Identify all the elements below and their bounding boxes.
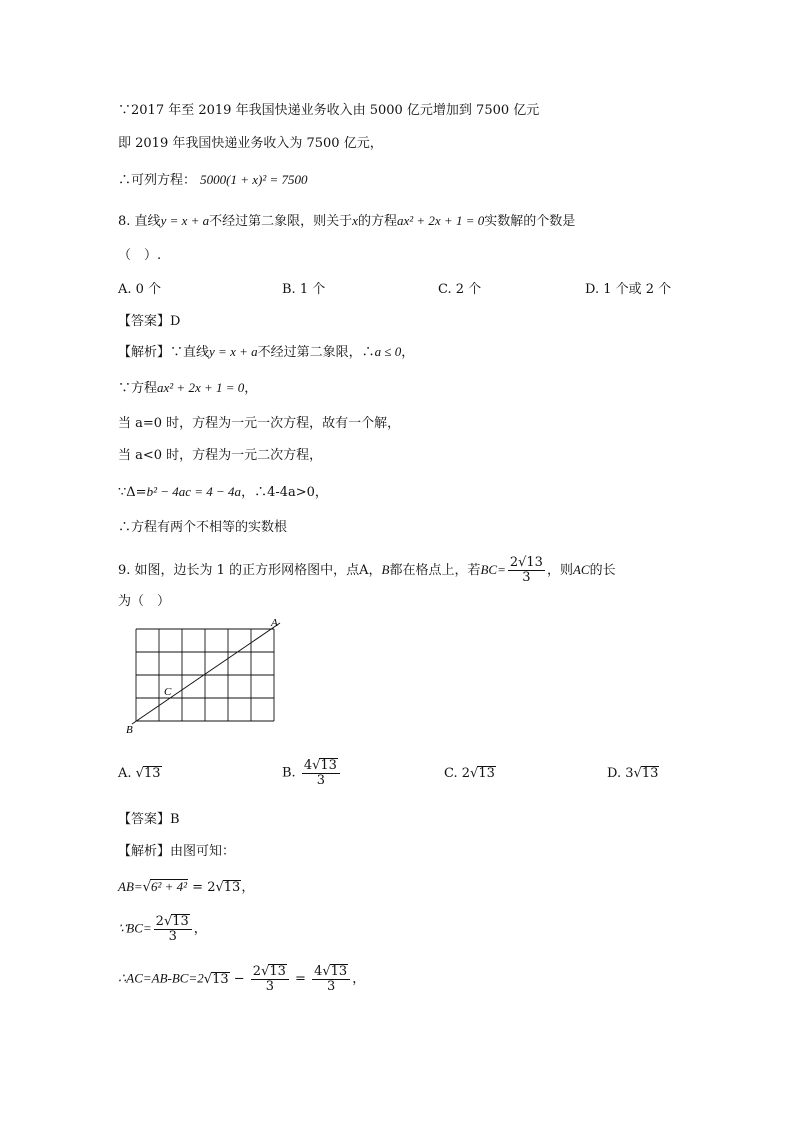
q9-s2-lhs: ∵BC=: [118, 920, 152, 936]
label-b: B: [126, 724, 133, 736]
q9-option-d: [607, 764, 659, 784]
q8-a1-equation: y = x + a: [209, 344, 258, 359]
q8-a1-text: ∵直线: [170, 345, 210, 360]
q9-s3-f2-coef: 4: [314, 964, 323, 979]
q9-s3-minus: −: [229, 971, 249, 987]
q9-s1-end: ，: [241, 880, 255, 895]
sqrt-sign: √: [203, 971, 213, 987]
q9-number: 9.: [118, 563, 131, 578]
q9-s1-radicand: 6² + 4²: [150, 879, 188, 894]
q9-opt-c-tag: C.: [444, 766, 458, 781]
q9-option-a: [118, 764, 162, 784]
q8-option-c: C. 2 个: [438, 282, 482, 297]
q9-opt-b-tag: B.: [282, 765, 296, 781]
sqrt-sign: √: [215, 880, 224, 895]
q9-s3-f1-radicand: 13: [269, 964, 286, 979]
q8-analysis-tag: 【解析】: [118, 345, 171, 360]
q8-number: 8.: [118, 214, 131, 229]
q9-ac: AC: [572, 562, 590, 577]
q9-opt-b-coef: 4: [303, 758, 313, 773]
q8-a2-end: ，: [244, 381, 258, 396]
q8-stem-b: 不经过第二象限，则关于: [209, 214, 353, 229]
q9-bc-frac-num: 2√13: [509, 555, 543, 570]
q9-opt-d-radicand: 13: [641, 766, 659, 781]
q9-step-2: [118, 914, 207, 944]
q9-stem: [118, 556, 616, 585]
q9-opt-b-radicand: 13: [320, 758, 337, 773]
q8-analysis-2: [118, 378, 257, 399]
q9-bc: BC=: [480, 562, 506, 577]
q9-opt-c-coef: 2: [461, 766, 471, 781]
sqrt-sign: √: [163, 914, 173, 929]
q8-a1-text-b: 不经过第二象限，∴: [257, 345, 375, 360]
q9-s2-radicand: 13: [172, 914, 189, 929]
q8-a2-text: ∵方程: [118, 381, 158, 396]
q8-analysis-5: [118, 482, 328, 503]
q9-s2-end: ，: [193, 921, 207, 937]
q9-opt-d-coef: 3: [625, 766, 634, 781]
q8-discriminant: b² − 4ac = 4 − 4a: [146, 484, 242, 499]
q9-step-3: [118, 964, 365, 994]
q9-option-b: [282, 758, 342, 788]
q8-option-a: A. 0 个: [118, 282, 162, 297]
q8-quadratic-equation: ax² + 2x + 1 = 0: [396, 213, 485, 228]
q9-point-b: B: [381, 562, 390, 577]
intro-line-3-prefix: ∴可列方程：: [118, 173, 197, 188]
q9-s2-fraction: [154, 914, 192, 944]
q9-bc-frac-den: 3: [522, 570, 531, 585]
sqrt-sign: √: [470, 766, 479, 781]
q9-s3-lhs: ∴AC=AB-BC=2: [118, 970, 204, 986]
q8-a2-equation: ax² + 2x + 1 = 0: [157, 380, 245, 395]
q9-stem-a: 如图，边长为 1 的正方形网格图中，点A，: [134, 563, 382, 578]
q9-s3-radicand: 13: [212, 971, 229, 987]
q9-s3-f2-num: [312, 964, 350, 980]
q9-answer: 【答案】B: [118, 812, 180, 827]
q9-s3-f1-coef: 2: [252, 964, 262, 979]
q9-s2-coef: 2: [155, 914, 164, 929]
q9-option-c: [444, 764, 496, 784]
q8-a5-end: ，∴4-4a>0，: [241, 485, 328, 500]
q9-stem-d: 的长: [589, 563, 616, 578]
label-c: C: [164, 686, 172, 698]
q8-stem-c: 的方程: [357, 214, 397, 229]
q9-stem-c: ，则: [546, 563, 573, 578]
sqrt-sign: √: [135, 766, 144, 781]
q8-option-d: D. 1 个或 2 个: [585, 282, 672, 297]
q9-s3-equals: =: [290, 971, 311, 987]
q8-option-b: B. 1 个: [282, 282, 326, 297]
q8-analysis-6: ∴方程有两个不相等的实数根: [118, 520, 288, 535]
q8-a1-inequality: a ≤ 0: [374, 344, 402, 359]
sqrt-sign: √: [142, 880, 151, 895]
q8-x: x: [352, 213, 358, 228]
q9-grid-figure: [122, 615, 292, 737]
q9-opt-a-tag: A.: [118, 766, 132, 781]
q9-opt-a-radicand: 13: [143, 766, 161, 781]
q9-stem-b: 都在格点上，若: [389, 563, 481, 578]
q8-a5-text: ∵Δ=: [118, 485, 147, 500]
segment-ab: [132, 623, 280, 724]
q8-answer: 【答案】D: [118, 314, 181, 329]
intro-line-2: 即 2019 年我国快递业务收入为 7500 亿元，: [118, 136, 383, 151]
q9-analysis: 【解析】由图可知：: [118, 844, 236, 859]
q9-step-1: [118, 877, 254, 898]
q8-paren: （ ）.: [118, 248, 162, 263]
q9-s3-end: ，: [352, 971, 366, 987]
q9-s2-den: 3: [168, 929, 177, 944]
q9-s3-f2-radicand: 13: [330, 964, 348, 979]
q9-bc-fraction: [508, 556, 545, 585]
q8-stem-d: 实数解的个数是: [484, 214, 576, 229]
q9-opt-c-radicand: 13: [478, 766, 495, 781]
q9-s2-num: [154, 914, 192, 930]
sqrt-sign: √: [312, 758, 321, 773]
intro-line-3: [118, 170, 308, 191]
q9-s3-fraction-2: [312, 964, 350, 994]
q9-opt-d-tag: D.: [607, 766, 622, 781]
q9-s3-f1-num: [251, 964, 289, 980]
q8-analysis-3: 当 a=0 时，方程为一元一次方程，故有一个解，: [118, 416, 401, 431]
intro-equation: 5000(1 + x)² = 7500: [200, 172, 308, 187]
sqrt-sign: √: [633, 766, 642, 781]
q9-s3-f2-den: 3: [327, 979, 336, 994]
q8-stem-a: 直线: [134, 214, 161, 229]
q9-s3-f1-den: 3: [265, 979, 274, 994]
q8-stem: [118, 211, 575, 232]
q9-opt-b-fraction: [302, 758, 340, 788]
q9-s3-fraction-1: [251, 964, 289, 994]
q9-s1-mid: = 2: [188, 880, 216, 895]
intro-line-1: ∵2017 年至 2019 年我国快递业务收入由 5000 亿元增加到 7500 亿元: [118, 103, 540, 118]
q9-opt-b-num: [302, 758, 340, 774]
q8-a1-end: ，: [401, 345, 415, 360]
q9-s1-radicand-2: 13: [223, 880, 241, 895]
q8-analysis-1: [118, 342, 414, 363]
q9-stem-line-2: 为（ ）: [118, 594, 171, 609]
sqrt-sign: √: [261, 964, 270, 979]
q8-analysis-4: 当 a<0 时，方程为一元二次方程，: [118, 448, 323, 463]
q9-opt-b-den: 3: [316, 773, 326, 788]
q9-s1-lhs: AB=: [118, 879, 143, 894]
q8-line-equation: y = x + a: [160, 213, 210, 228]
label-a: A: [271, 617, 278, 629]
sqrt-sign: √: [322, 964, 331, 979]
